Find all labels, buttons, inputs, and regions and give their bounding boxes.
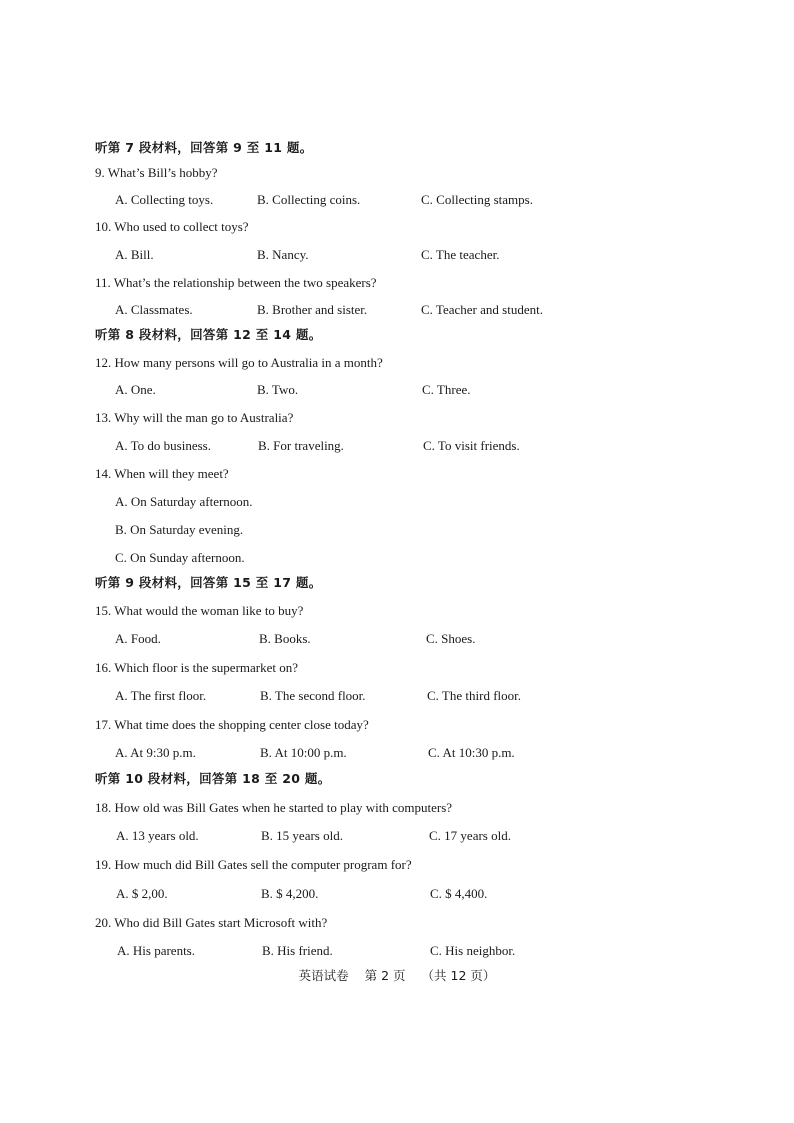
question-11: 11. What’s the relationship between the two speakers? [95, 275, 377, 290]
q20-option-b: B. His friend. [262, 943, 333, 958]
q9-option-b: B. Collecting coins. [257, 192, 361, 207]
q12-option-c: C. Three. [422, 382, 471, 397]
question-20: 20. Who did Bill Gates start Microsoft with? [95, 915, 328, 930]
question-9: 9. What’s Bill’s hobby? [95, 165, 218, 180]
q11-option-b: B. Brother and sister. [257, 302, 368, 317]
q9-option-a: A. Collecting toys. [115, 192, 214, 207]
question-17: 17. What time does the shopping center close today? [95, 717, 369, 732]
q13-option-b: B. For traveling. [258, 438, 344, 453]
q20-option-c: C. His neighbor. [430, 943, 516, 958]
q11-option-a: A. Classmates. [115, 302, 193, 317]
section-header-9: 听第 9 段材料，回答第 15 至 17 题。 [95, 575, 322, 590]
q15-option-b: B. Books. [259, 631, 311, 646]
q17-option-a: A. At 9:30 p.m. [115, 745, 196, 760]
question-13: 13. Why will the man go to Australia? [95, 410, 294, 425]
q12-option-b: B. Two. [257, 382, 299, 397]
question-14: 14. When will they meet? [95, 466, 229, 481]
q18-option-c: C. 17 years old. [429, 828, 511, 843]
q16-option-c: C. The third floor. [427, 688, 522, 703]
question-16: 16. Which floor is the supermarket on? [95, 660, 299, 675]
q15-option-c: C. Shoes. [426, 631, 476, 646]
q14-option-b: B. On Saturday evening. [115, 522, 244, 537]
question-10: 10. Who used to collect toys? [95, 219, 249, 234]
q13-option-a: A. To do business. [115, 438, 211, 453]
q13-option-c: C. To visit friends. [423, 438, 520, 453]
q10-option-c: C. The teacher. [421, 247, 500, 262]
footer-subject: 英语试卷 [298, 968, 349, 983]
footer-total-pages: （共 12 页） [421, 968, 496, 983]
question-19: 19. How much did Bill Gates sell the computer program for? [95, 857, 412, 872]
page-footer [0, 966, 794, 984]
question-18: 18. How old was Bill Gates when he started to play with computers? [95, 800, 453, 815]
q19-option-b: B. $ 4,200. [261, 886, 319, 901]
q11-option-c: C. Teacher and student. [421, 302, 543, 317]
q16-option-a: A. The first floor. [115, 688, 207, 703]
question-15: 15. What would the woman like to buy? [95, 603, 304, 618]
question-12: 12. How many persons will go to Australia in a month? [95, 355, 383, 370]
q9-option-c: C. Collecting stamps. [421, 192, 533, 207]
section-header-8: 听第 8 段材料，回答第 12 至 14 题。 [95, 327, 322, 342]
q14-option-c: C. On Sunday afternoon. [115, 550, 245, 565]
q16-option-b: B. The second floor. [260, 688, 366, 703]
q15-option-a: A. Food. [115, 631, 161, 646]
q18-option-b: B. 15 years old. [261, 828, 343, 843]
q10-option-a: A. Bill. [115, 247, 154, 262]
q20-option-a: A. His parents. [117, 943, 195, 958]
q19-option-c: C. $ 4,400. [430, 886, 488, 901]
q12-option-a: A. One. [115, 382, 156, 397]
q17-option-b: B. At 10:00 p.m. [260, 745, 347, 760]
q14-option-a: A. On Saturday afternoon. [115, 494, 253, 509]
q19-option-a: A. $ 2,00. [116, 886, 168, 901]
section-header-7: 听第 7 段材料，回答第 9 至 11 题。 [95, 140, 313, 155]
q17-option-c: C. At 10:30 p.m. [428, 745, 515, 760]
section-header-10: 听第 10 段材料，回答第 18 至 20 题。 [95, 771, 331, 786]
footer-page-number: 第 2 页 [364, 968, 406, 983]
q18-option-a: A. 13 years old. [116, 828, 199, 843]
q10-option-b: B. Nancy. [257, 247, 309, 262]
